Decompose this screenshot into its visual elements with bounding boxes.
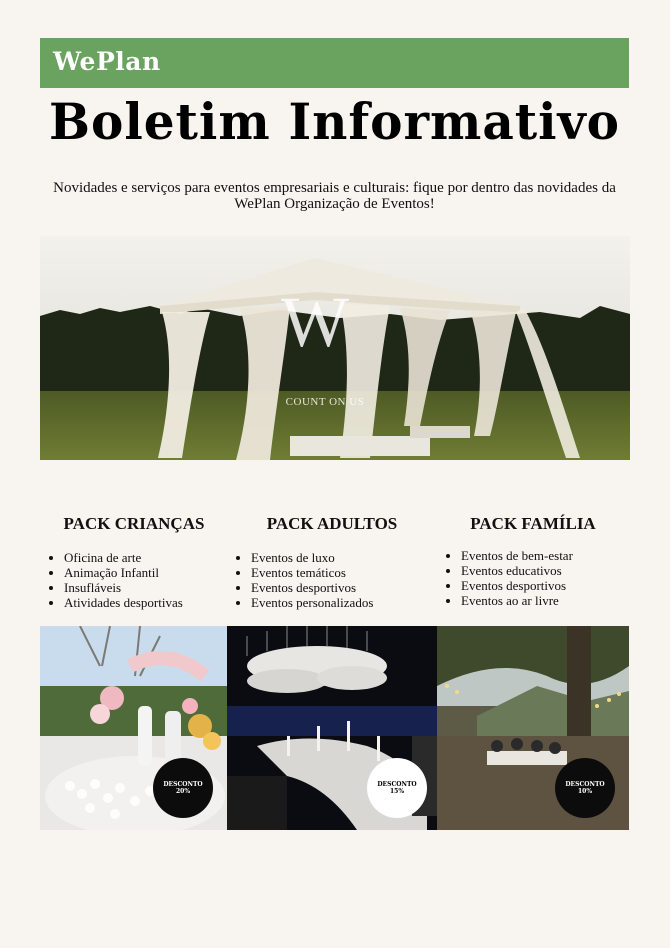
newsletter-title: Boletim Informativo [49, 92, 620, 151]
list-item: • Animação Infantil [64, 565, 183, 580]
hero-logo-letter: W [281, 282, 349, 362]
badge-label: DESCONTO [377, 781, 417, 788]
hero-gazebo-illustration [40, 236, 630, 460]
badge-label: DESCONTO [565, 781, 605, 788]
list-item: • Eventos ao ar livre [461, 593, 573, 608]
hero-image [40, 236, 630, 460]
list-item: • Eventos de bem-estar [461, 548, 573, 563]
list-item: • Eventos desportivos [251, 580, 373, 595]
pack-list-adultos [227, 550, 373, 610]
photo-familia [437, 626, 629, 830]
brand-bar [40, 38, 629, 88]
photo-criancas [40, 626, 227, 830]
list-item: • Oficina de arte [64, 550, 183, 565]
badge-value: 20% [175, 788, 191, 795]
newsletter-subtitle: Novidades e serviços para eventos empresariais e culturais: fique por dentro das novidades da WePlan Organização de Eventos! [53, 180, 616, 212]
badge-value: 15% [389, 788, 405, 795]
photo-adultos [227, 626, 437, 830]
badge-label: DESCONTO [163, 781, 203, 788]
pack-list-familia [437, 548, 573, 608]
hero-tagline: COUNT ON US [285, 396, 365, 408]
discount-badge-criancas [153, 758, 213, 818]
list-item: • Insufláveis [64, 580, 183, 595]
pack-title-criancas: PACK CRIANÇAS [63, 514, 205, 533]
list-item: • Eventos de luxo [251, 550, 373, 565]
discount-badge-adultos [367, 758, 427, 818]
list-item: • Eventos desportivos [461, 578, 573, 593]
badge-value: 10% [577, 788, 593, 795]
pack-title-adultos: PACK ADULTOS [266, 514, 398, 533]
list-item: • Eventos personalizados [251, 595, 373, 610]
list-item: • Eventos educativos [461, 563, 573, 578]
pack-title-familia: PACK FAMÍLIA [470, 514, 596, 533]
list-item: • Eventos temáticos [251, 565, 373, 580]
brand-name: WePlan [53, 47, 161, 76]
discount-badge-familia [555, 758, 615, 818]
list-item: • Atividades desportivas [64, 595, 183, 610]
pack-list-criancas [40, 550, 183, 610]
